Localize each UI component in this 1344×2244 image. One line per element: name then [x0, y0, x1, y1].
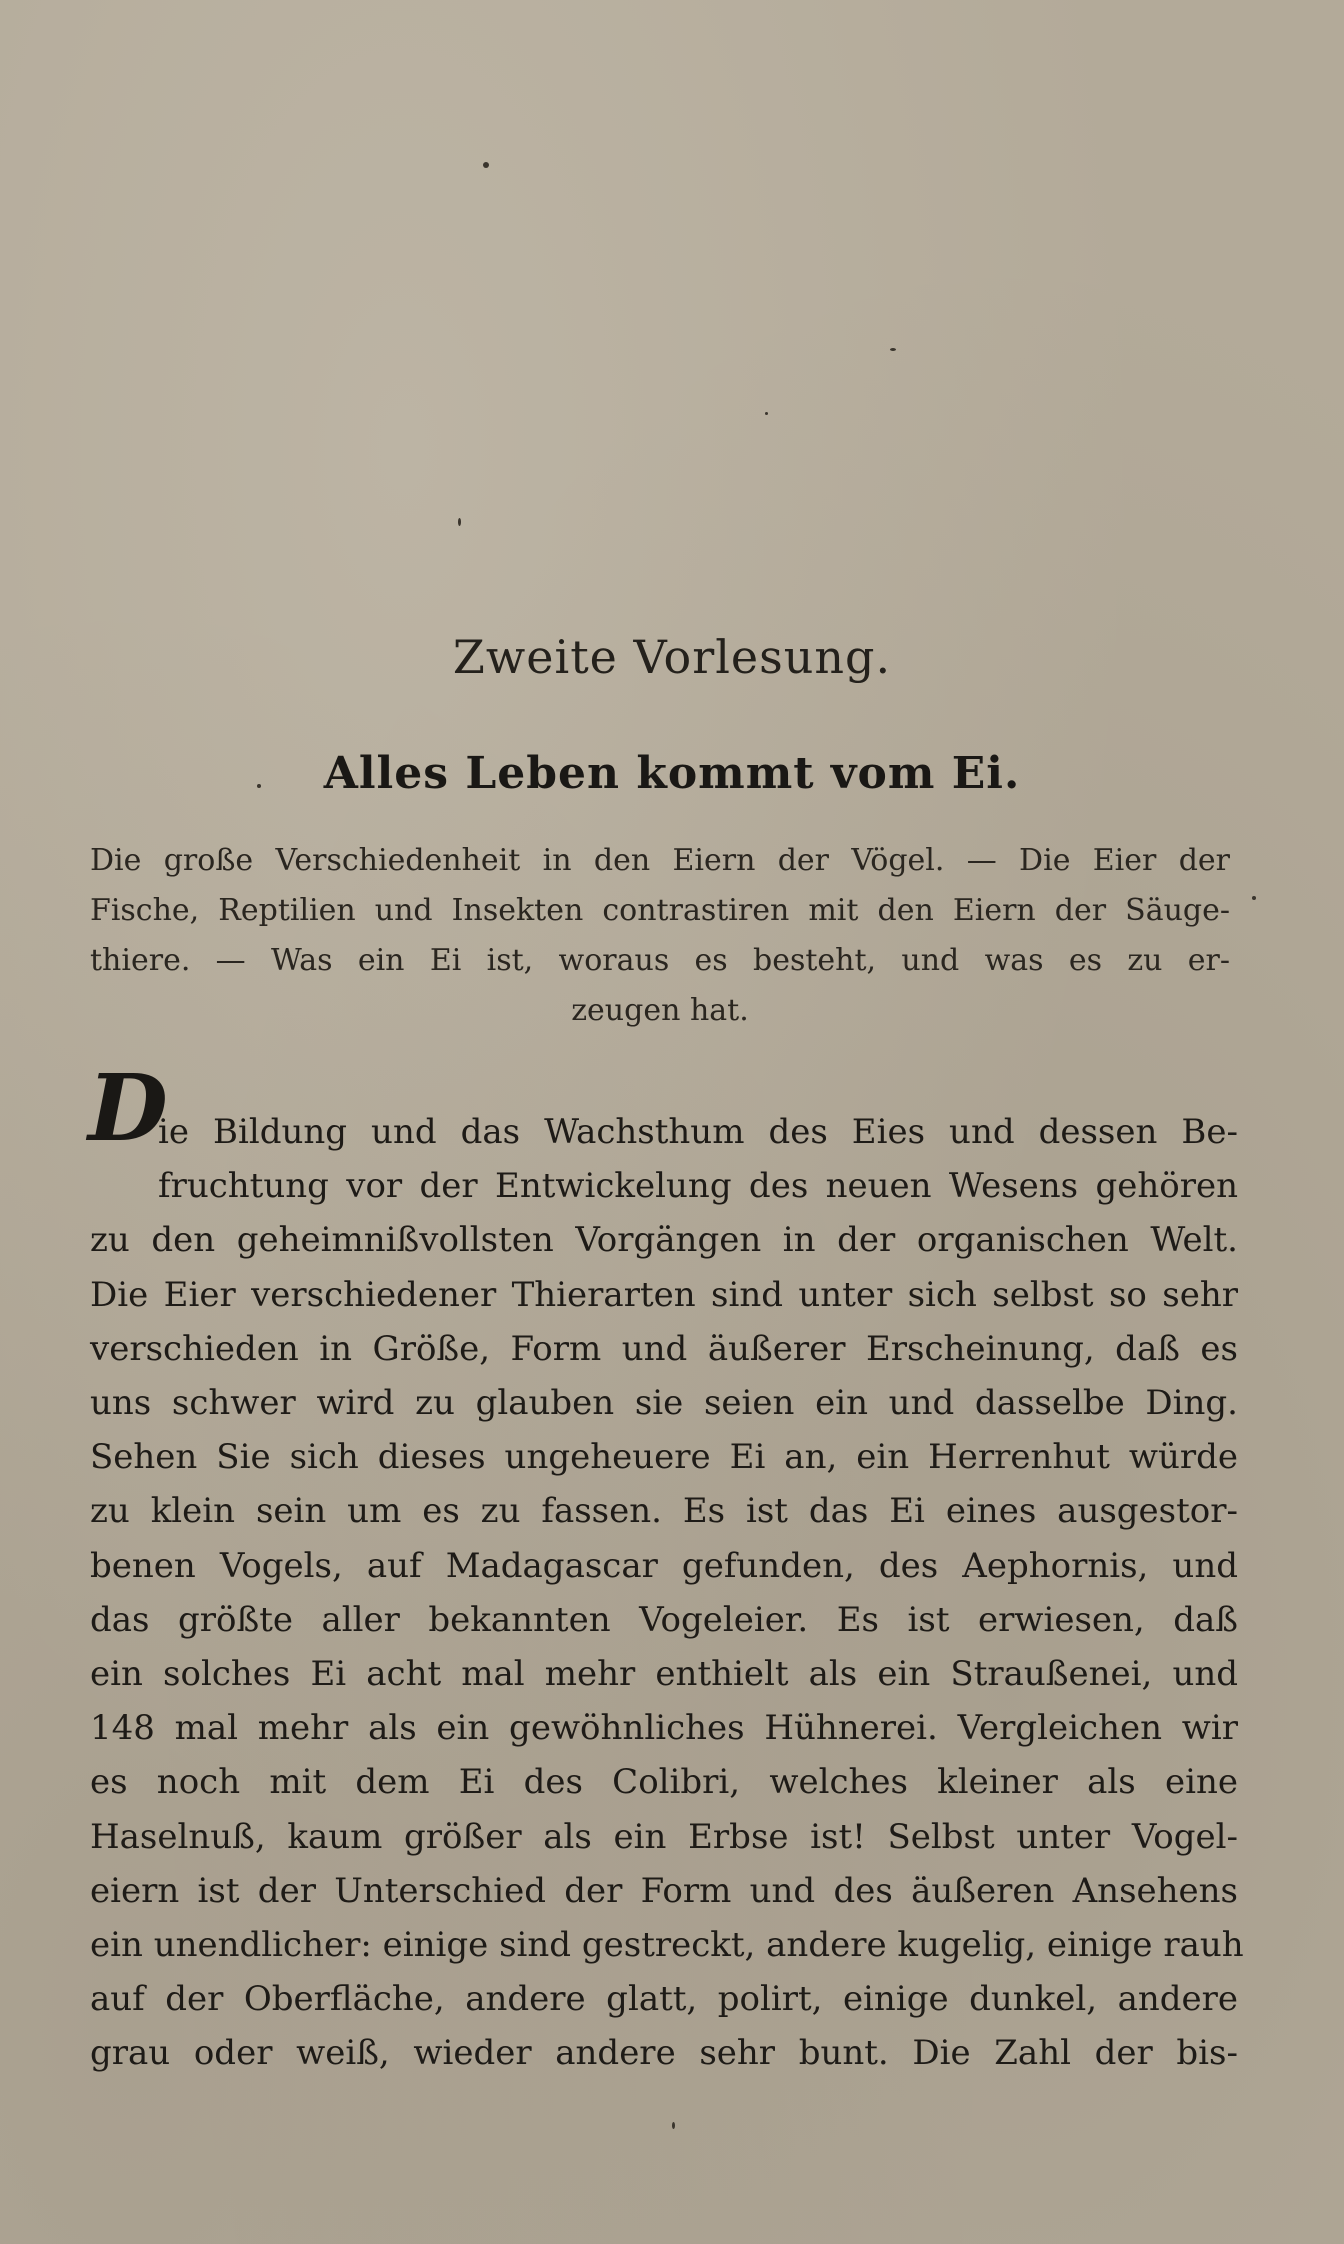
summary-line: Die große Verschiedenheit in den Eiern der Vögel. — Die Eier der	[90, 843, 1230, 878]
summary-line: zeugen hat.	[571, 993, 749, 1028]
body-line: es noch mit dem Ei des Colibri, welches kleiner als eine	[90, 1762, 1238, 1803]
body-line: 148 mal mehr als ein gewöhnliches Hühnerei. Vergleichen wir	[90, 1708, 1238, 1749]
body-line: zu klein sein um es zu fassen. Es ist das Ei eines ausgestor-	[90, 1491, 1238, 1532]
body-line: Die Eier verschiedener Thierarten sind unter sich selbst so sehr	[90, 1274, 1238, 1315]
body-line: eiern ist der Unterschied der Form und des äußeren Ansehens	[90, 1870, 1238, 1911]
summary-line: Fische, Reptilien und Insekten contrastiren mit den Eiern der Säuge-	[90, 893, 1230, 928]
body-line: ein unendlicher: einige sind gestreckt, andere kugelig, einige rauh	[90, 1925, 1244, 1966]
chapter-title: Alles Leben kommt vom Ei.	[323, 748, 1021, 799]
body-line: verschieden in Größe, Form und äußerer Erscheinung, daß es	[90, 1328, 1238, 1369]
summary-line: thiere. — Was ein Ei ist, woraus es besteht, und was es zu er-	[90, 943, 1230, 978]
paper-speck	[483, 162, 489, 168]
body-line: ie Bildung und das Wachsthum des Eies und dessen Be-	[158, 1112, 1238, 1152]
body-line: grau oder weiß, wieder andere sehr bunt. Die Zahl der bis-	[90, 2033, 1238, 2074]
body-line: uns schwer wird zu glauben sie seien ein und dasselbe Ding.	[90, 1383, 1238, 1424]
body-line: Haselnuß, kaum größer als ein Erbse ist! Selbst unter Vogel-	[90, 1816, 1238, 1857]
body-line: ein solches Ei acht mal mehr enthielt als ein Straußenei, und	[90, 1654, 1238, 1695]
paper-speck	[1252, 896, 1256, 900]
paper-speck	[890, 348, 896, 351]
lecture-title: Zweite Vorlesung.	[452, 630, 892, 684]
paper-speck	[672, 2122, 675, 2129]
body-line: benen Vogels, auf Madagascar gefunden, des Aephornis, und	[90, 1545, 1238, 1586]
paper-speck	[458, 518, 461, 526]
body-line: zu den geheimnißvollsten Vorgängen in der organischen Welt.	[90, 1220, 1238, 1261]
drop-cap-initial: D	[88, 1054, 168, 1162]
chapter-summary	[90, 836, 1230, 1036]
paper-speck	[765, 412, 768, 415]
body-line: auf der Oberfläche, andere glatt, polirt, einige dunkel, andere	[90, 1979, 1238, 2020]
body-line: fruchtung vor der Entwickelung des neuen Wesens gehören	[158, 1166, 1238, 1207]
body-paragraph	[90, 1105, 1244, 2081]
body-line: das größte aller bekannten Vogeleier. Es ist erwiesen, daß	[90, 1599, 1238, 1640]
body-line: Sehen Sie sich dieses ungeheuere Ei an, ein Herrenhut würde	[90, 1437, 1238, 1478]
